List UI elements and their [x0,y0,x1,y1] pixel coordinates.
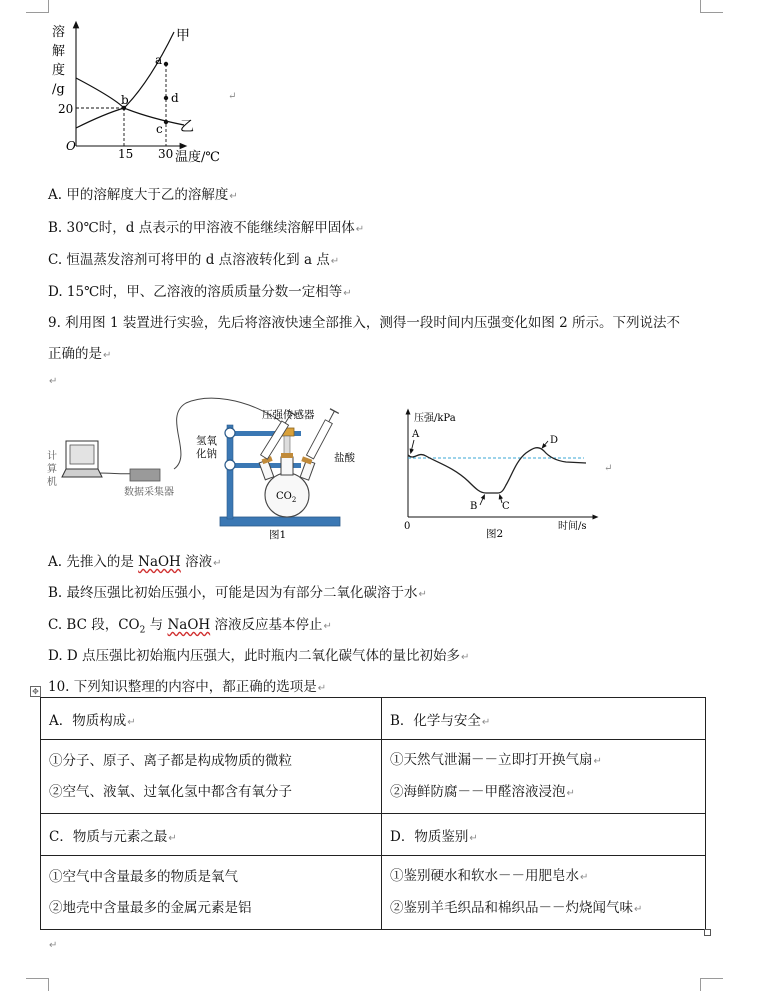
cell-a-body [41,740,382,814]
figure-2-pressure-chart [398,405,618,545]
crop-mark-top-right [700,0,723,13]
point-label-D: D [550,435,559,446]
point-label-C: C [502,501,510,512]
naoh-label-1: 氢氧 [196,435,217,447]
label-jia: 甲 [176,28,190,44]
q9-option-d: D. D 点压强比初始瓶内压强大，此时瓶内二氧化碳气体的量比初始多↵ [48,648,470,664]
table-row [41,698,706,740]
x-tick-30: 30 [158,147,174,161]
q8-option-d: D. 15℃时，甲、乙溶液的溶质质量分数一定相等↵ [48,284,352,300]
y-label-3: 度 [52,63,66,78]
computer-icon [62,441,102,477]
point-label-B: B [470,501,478,512]
cell-b-head: B．化学与安全↵ [382,698,706,740]
label-c: c [156,122,163,136]
label-d: d [171,91,179,105]
chart2-y-label: 压强/kPa [414,413,456,424]
table-row [41,856,706,930]
table-resize-handle[interactable] [704,929,711,936]
cell-line: ①鉴别硬水和软水－－用肥皂水↵ [390,867,589,884]
paragraph-mark: ↵ [228,91,237,102]
naoh-label-2: 化钠 [196,448,217,460]
stand-rod [227,425,233,519]
knowledge-table [40,697,706,930]
x-tick-15: 15 [118,147,134,161]
hcl-label: 盐酸 [334,452,355,464]
cell-c-body [41,856,382,930]
cell-a-head: A．物质构成↵ [41,698,382,740]
label-yi: 乙 [180,119,194,135]
cell-d-head: D．物质鉴别↵ [382,814,706,856]
arrow-A [411,440,414,452]
y-label-1: 溶 [52,25,66,40]
clamp-knob-2 [225,460,235,470]
q10-stem: 10. 下列知识整理的内容中，都正确的选项是↵ [48,679,327,695]
x-label: 温度/℃ [175,150,220,165]
point-c [164,120,168,124]
flask-neck-center [281,457,293,475]
q9-stem-line2: 正确的是↵ [48,346,112,362]
origin-label: O [66,139,76,153]
q8-option-a: A. 甲的溶解度大于乙的溶解度↵ [48,187,238,203]
arrow-B [480,496,484,505]
q8-option-b: B. 30℃时，d 点表示的甲溶液不能继续溶解甲固体↵ [48,220,365,236]
figure-1-apparatus [44,395,384,545]
cell-line: ②空气、液氧、过氧化氢中都含有氧分子 [49,783,292,800]
crop-mark-bottom-left [26,978,49,991]
y-label-4: /g [52,82,65,97]
pressure-curve [408,448,586,493]
q8-option-c: C. 恒温蒸发溶剂可将甲的 d 点溶液转化到 a 点↵ [48,252,340,268]
figure-2-caption: 图2 [486,528,504,540]
cell-line: ②鉴别羊毛织品和棉织品－－灼烧闻气味↵ [390,899,643,916]
point-d [164,96,168,100]
clamp-knob-1 [225,428,235,438]
end-paragraph: ↵ [49,940,58,951]
computer-label-2: 算 [47,464,57,475]
label-a: a [155,53,163,67]
crop-mark-bottom-right [700,978,723,991]
figure-1-caption: 图1 [269,529,287,541]
point-a [164,62,168,66]
cell-line: ①天然气泄漏－－立即打开换气扇↵ [390,751,602,768]
cell-line: ②地壳中含量最多的金属元素是铝 [49,899,252,916]
y-label-2: 解 [52,44,66,59]
cell-b-body [382,740,706,814]
co2-label: $CO_2$ [276,491,297,504]
chart2-x-label: 时间/s [558,521,587,532]
table-row [41,740,706,814]
q9-option-a: A. 先推入的是 NaOH 溶液↵ [48,554,222,570]
table-move-handle-icon[interactable]: ✥ [30,686,41,697]
label-b: b [121,93,129,107]
blank-paragraph: ↵ [49,376,58,387]
stand-base [220,517,340,526]
arrow-D [543,441,548,447]
computer-label-3: 机 [47,477,57,488]
solubility-graph [44,18,244,168]
collector-label: 数据采集器 [124,487,174,498]
cell-line: ②海鲜防腐－－甲醛溶液浸泡↵ [390,783,575,800]
q9-option-b: B. 最终压强比初始压强小，可能是因为有部分二氧化碳溶于水↵ [48,585,427,601]
chart2-origin: 0 [404,521,411,532]
computer-label-1: 计 [47,451,57,462]
point-label-A: A [412,429,420,440]
y-tick-20: 20 [58,102,74,116]
cell-line: ①分子、原子、离子都是构成物质的微粒 [49,752,292,769]
arrow-C [500,496,502,503]
cell-c-head: C．物质与元素之最↵ [41,814,382,856]
q9-option-c: C. BC 段，$CO_2$ 与 NaOH 溶液反应基本停止↵ [48,617,332,636]
q9-stem-line1: 9. 利用图 1 装置进行实验，先后将溶液快速全部推入，测得一段时间内压强变化如图 2 所示。下列说法不 [48,315,681,331]
paragraph-mark-fig: ↵ [604,463,613,474]
table-row [41,814,706,856]
crop-mark-top-left [26,0,49,13]
cell-d-body [382,856,706,930]
cell-line: ①空气中含量最多的物质是氧气 [49,868,238,885]
curve-yi [76,108,184,128]
stopper-center [281,453,293,458]
sensor-label: 压强传感器 [262,409,315,421]
data-collector [130,469,160,481]
